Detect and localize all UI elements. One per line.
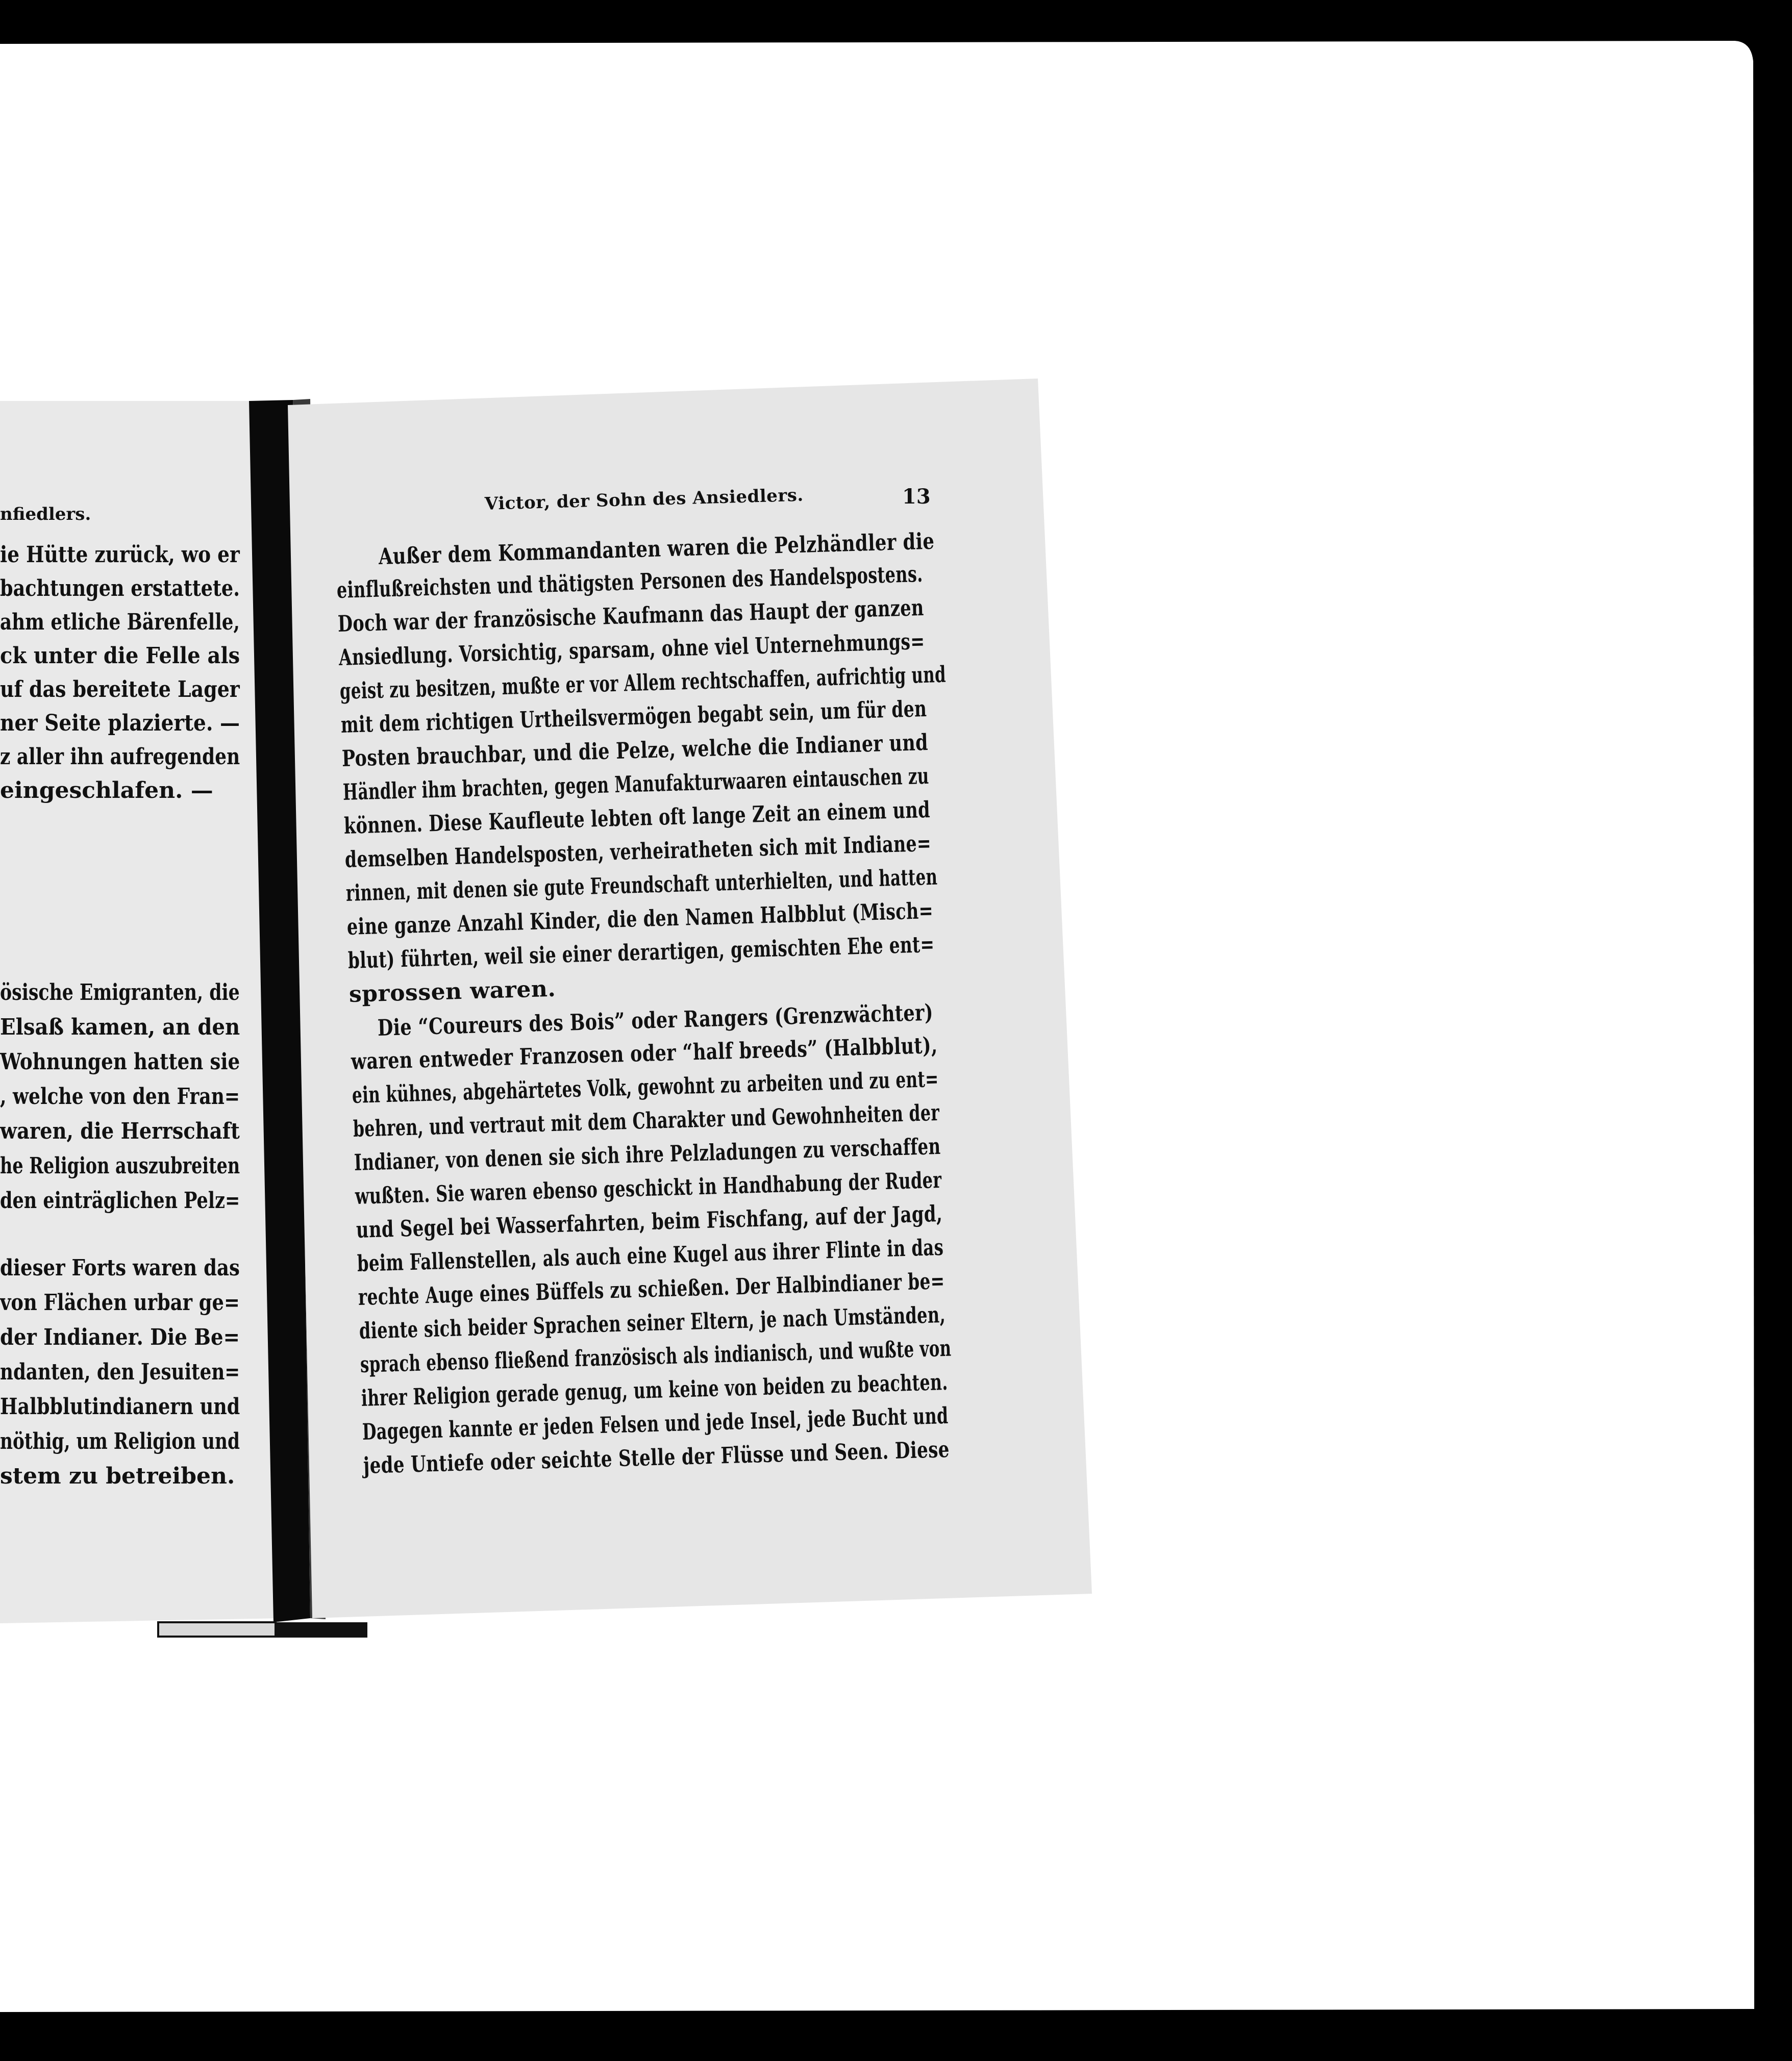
running-head: Victor, der Sohn des Ansiedlers. <box>484 485 804 514</box>
text-line: blut) führten, weil sie einer derartigen, gemischten Ehe ent= <box>347 931 935 974</box>
text-line: ahm etliche Bärenfelle, <box>0 609 240 635</box>
text-line: den einträglichen Pelz= <box>0 1188 240 1214</box>
text-line: waren entweder Franzosen oder “half breeds” (Halbblut), <box>351 1032 938 1075</box>
text-line: Elsaß kamen, an den <box>0 1014 240 1040</box>
text-line: Indianer, von denen sie sich ihre Pelzladungen zu verschaffen <box>354 1133 941 1176</box>
text-line: können. Diese Kaufleute lebten oft lange Zeit an einem und <box>343 796 931 839</box>
text-line: behren, und vertraut mit dem Charakter und Gewohnheiten der <box>353 1099 940 1142</box>
text-line: beim Fallenstellen, als auch eine Kugel aus ihrer Flinte in das <box>357 1234 944 1277</box>
text-line: stem zu betreiben. <box>0 1463 235 1489</box>
text-line: Doch war der französische Kaufmann das Haupt der ganzen <box>337 594 925 637</box>
text-line: he Religion auszubreiten <box>0 1153 240 1179</box>
left-running-head: nfiedlers. <box>0 504 91 524</box>
text-line: ein kühnes, abgehärtetes Volk, gewohnt zu arbeiten und zu ent= <box>352 1066 939 1109</box>
text-line: sprossen waren. <box>349 975 556 1008</box>
text-line: ösische Emigranten, die <box>0 979 240 1006</box>
text-line: , welche von den Fran= <box>0 1084 240 1110</box>
text-line: z aller ihn aufregenden <box>0 744 240 770</box>
text-line: Dagegen kannte er jeden Felsen und jede Insel, jede Bucht und <box>362 1402 949 1445</box>
text-line: nöthig, um Religion und <box>0 1428 240 1454</box>
text-line: ihrer Religion gerade genug, um keine von beiden zu beachten. <box>361 1369 949 1412</box>
page-number: 13 <box>902 485 931 509</box>
text-line: ie Hütte zurück, wo er <box>0 542 240 568</box>
text-line: waren, die Herrschaft <box>0 1118 240 1144</box>
right-page <box>288 379 1092 1618</box>
text-line: Ansiedlung. Vorsichtig, sparsam, ohne viel Unternehmungs= <box>338 628 926 671</box>
text-line: Außer dem Kommandanten waren die Pelzhändler die <box>378 528 935 570</box>
text-line: Händler ihm brachten, gegen Manufakturwaaren eintauschen zu <box>342 763 930 806</box>
text-line: rinnen, mit denen sie gute Freundschaft unterhielten, und hatten <box>345 864 938 907</box>
text-line: bachtungen erstattete. <box>0 575 240 601</box>
text-line: und Segel bei Wasserfahrten, beim Fischfang, auf der Jagd, <box>356 1200 943 1243</box>
page-edge-tab <box>158 1622 276 1637</box>
text-line: eingeschlafen. — <box>0 777 213 803</box>
text-line: der Indianer. Die Be= <box>0 1324 240 1350</box>
text-line: rechte Auge eines Büffels zu schießen. Der Halbindianer be= <box>358 1268 945 1311</box>
text-line: mit dem richtigen Urtheilsvermögen begabt sein, um für den <box>340 695 927 738</box>
text-line: Die “Coureurs des Bois” oder Rangers (Grenzwächter) <box>377 999 934 1041</box>
text-line: jede Untiefe oder seichte Stelle der Flüsse und Seen. Diese <box>363 1436 950 1479</box>
page-edge-tab <box>276 1622 367 1638</box>
text-line: geist zu besitzen, mußte er vor Allem rechtschaffen, aufrichtig und <box>339 661 947 705</box>
text-line: Wohnungen hatten sie <box>0 1049 240 1075</box>
text-line: Posten brauchbar, und die Pelze, welche die Indianer und <box>341 729 929 772</box>
text-line: wußten. Sie waren ebenso geschickt in Handhabung der Ruder <box>355 1167 942 1210</box>
text-line: von Flächen urbar ge= <box>0 1290 240 1316</box>
text-line: ner Seite plazierte. — <box>0 710 240 736</box>
text-line: ndanten, den Jesuiten= <box>0 1359 240 1385</box>
text-line: dieser Forts waren das <box>0 1255 240 1281</box>
text-line: demselben Handelsposten, verheiratheten sich mit Indiane= <box>344 830 932 873</box>
text-line: ck unter die Felle als <box>0 643 240 669</box>
text-line: uf das bereitete Lager <box>0 676 240 702</box>
text-line: eine ganze Anzahl Kinder, die den Namen Halbblut (Misch= <box>346 897 934 940</box>
text-line: einflußreichsten und thätigsten Personen des Handelspostens. <box>336 561 924 604</box>
text-line: sprach ebenso fließend französisch als indianisch, und wußte von <box>360 1335 952 1378</box>
text-line: diente sich beider Sprachen seiner Eltern, je nach Umständen, <box>359 1301 946 1344</box>
text-line: Halbblutindianern und <box>0 1394 240 1420</box>
left-page <box>0 401 286 1623</box>
